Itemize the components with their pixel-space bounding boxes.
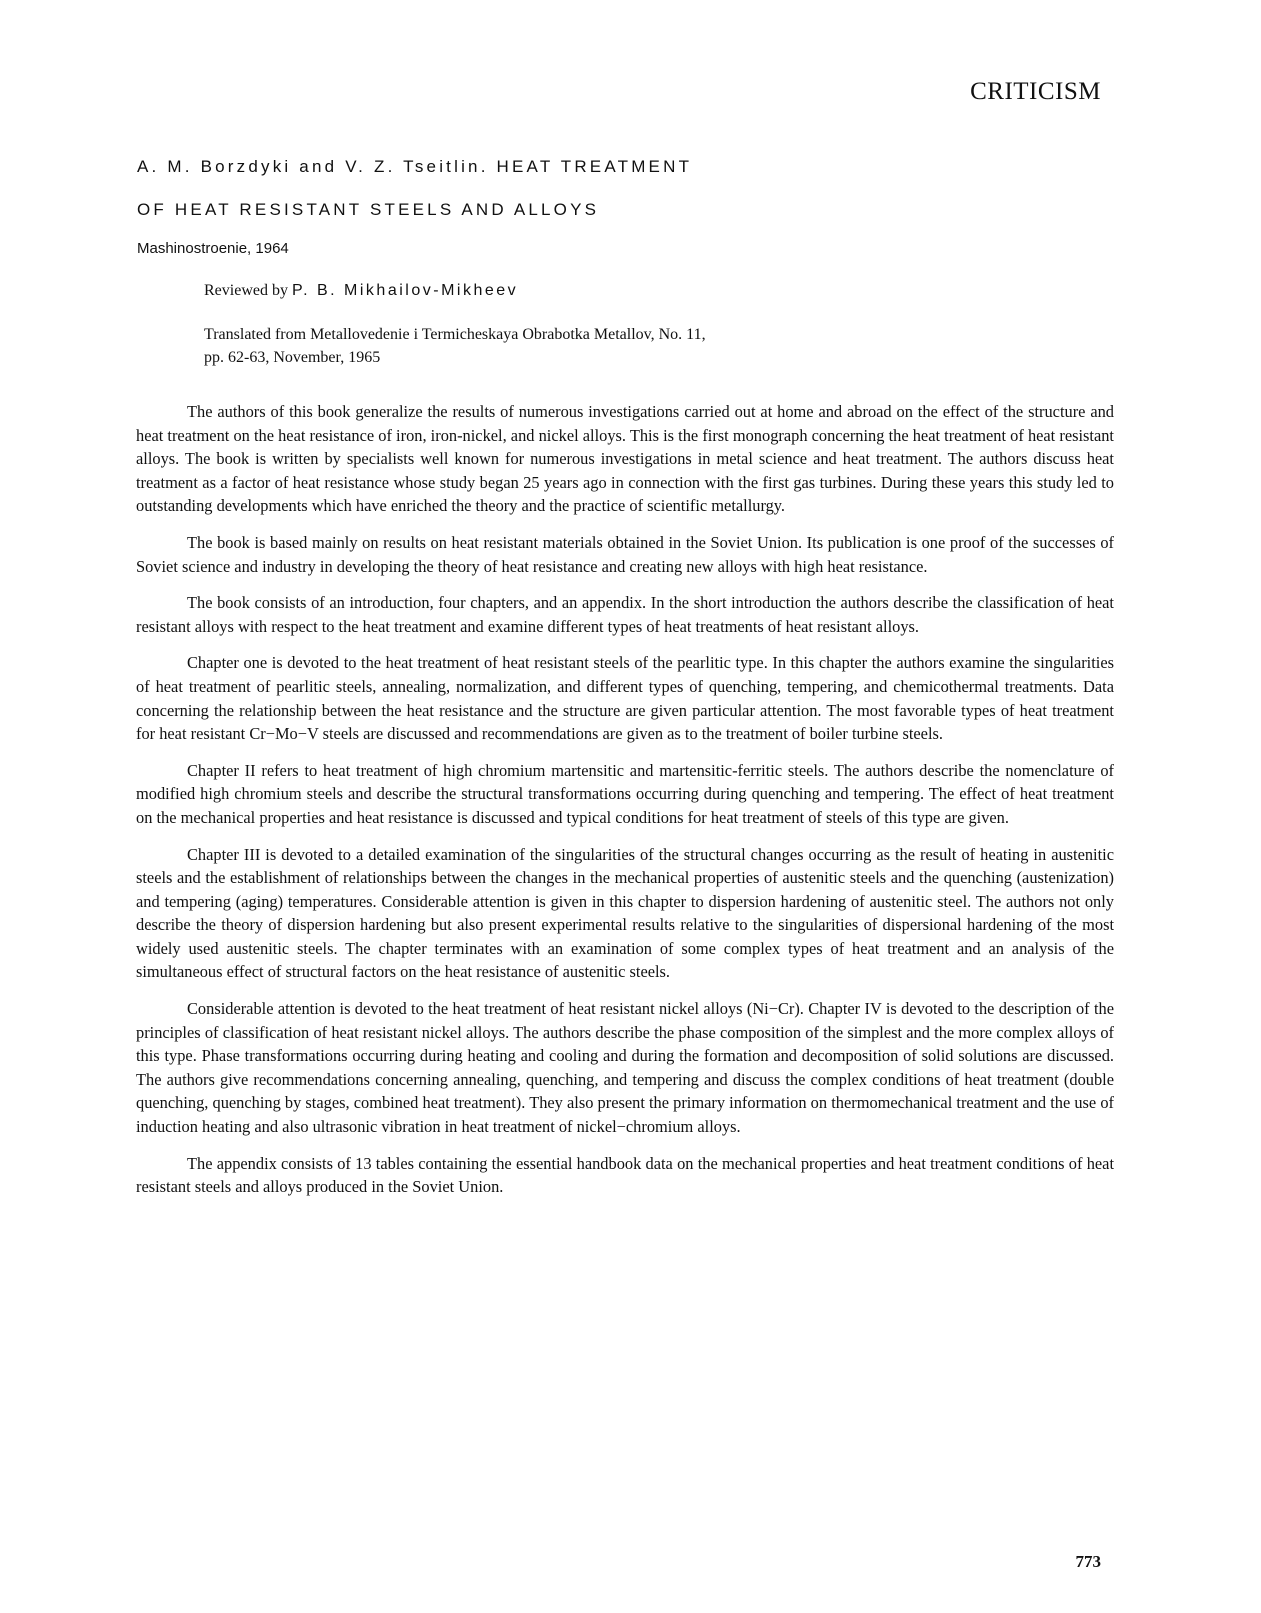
body-paragraph: Considerable attention is devoted to the heat treatment of heat resistant nickel alloys (Ni−Cr). Chapter IV is devoted to the description of the principles of classification of heat resistant nickel alloys. The authors describe the phase composition of the simplest and the more complex alloys of this type. Phase transformations occurring during heating and cooling and during the formation and decomposition of solid solutions are discussed. The authors give recommendations concerning annealing, quenching, and tempering and discuss the complex conditions of heat treatment (double quenching, quenching by stages, combined heat treatment). They also present the primary information on thermomechanical treatment and the use of induction heating and also ultrasonic vibration in heat treatment of nickel−chromium alloys. — [136, 999, 1114, 1137]
body-paragraph: Chapter one is devoted to the heat treatment of heat resistant steels of the pearlitic type. In this chapter the authors examine the singularities of heat treatment of pearlitic steels, annealing, normalization, and different types of quenching, tempering, and chemicothermal treatments. Data concerning the relationship between the heat resistance and the structure are given particular attention. The most favorable types of heat treatment for heat resistant Cr−Mo−V steels are discussed and recommendations are given as to the treatment of boiler turbine steels. — [136, 653, 1114, 744]
book-title-line-2: OF HEAT RESISTANT STEELS AND ALLOYS — [137, 200, 600, 219]
section-label: CRITICISM — [970, 78, 1101, 105]
reviewer-line — [204, 282, 1004, 300]
body-paragraph: The book consists of an introduction, four chapters, and an appendix. In the short introduction the authors describe the classification of heat resistant alloys with respect to the heat treatment and examine different types of heat treatments of heat resistant alloys. — [136, 593, 1114, 636]
body-paragraph: The authors of this book generalize the results of numerous investigations carried out at home and abroad on the effect of the structure and heat treatment on the heat resistance of iron, iron-nickel, and nickel alloys. This is the first monograph concerning the heat treatment of heat resistant alloys. The book is written by specialists well known for numerous investigations in metal science and heat treatment. The authors discuss heat treatment as a factor of heat resistance whose study began 25 years ago in connection with the first gas turbines. During these years this study led to outstanding developments which have enriched the theory and the practice of scientific metallurgy. — [136, 402, 1114, 516]
book-citation — [137, 156, 1037, 257]
body-paragraph: The book is based mainly on results on heat resistant materials obtained in the Soviet Union. Its publication is one proof of the successes of Soviet science and industry in developing the theory of heat resistance and creating new alloys with high heat resistance. — [136, 532, 1114, 576]
reviewer-name: P. B. Mikhailov-Mikheev — [291, 282, 519, 299]
body-paragraph: Chapter II refers to heat treatment of high chromium martensitic and martensitic-ferritic steels. The authors describe the nomenclature of modified high chromium steels and describe the structural transformations occurring during quenching and tempering. The effect of heat treatment on the mechanical properties and heat resistance is discussed and typical conditions for heat treatment of steels of this type are given. — [136, 760, 1114, 827]
review-info — [204, 282, 1004, 369]
reviewed-by-label: Reviewed by — [204, 282, 288, 299]
body-paragraph: The appendix consists of 13 tables containing the essential handbook data on the mechanical properties and heat treatment conditions of heat resistant steels and alloys produced in the Soviet Union. — [136, 1153, 1114, 1197]
publisher: Mashinostroenie, 1964 — [137, 240, 289, 257]
page-number: 773 — [1075, 1552, 1101, 1571]
book-title-line-1: A. M. Borzdyki and V. Z. Tseitlin. HEAT TREATMENT — [137, 157, 693, 176]
translation-source: Translated from Metallovedenie i Termicheskaya Obrabotka Metallov, No. 11, pp. 62-63, November, 1965 — [204, 326, 706, 366]
body-paragraph: Chapter III is devoted to a detailed examination of the singularities of the structural changes occurring as the result of heating in austenitic steels and the establishment of relationships between the changes in the mechanical properties of austenitic steels and the quenching (austenization) and tempering (aging) temperatures. Considerable attention is given in this chapter to dispersion hardening of austenitic steel. The authors not only describe the theory of dispersion hardening but also present experimental results relative to the singularities of dispersional hardening of the most widely used austenitic steels. The chapter terminates with an examination of some complex types of heat treatment and an analysis of the simultaneous effect of structural factors on the heat resistance of austenitic steels. — [136, 844, 1114, 982]
review-body — [136, 400, 1114, 1212]
